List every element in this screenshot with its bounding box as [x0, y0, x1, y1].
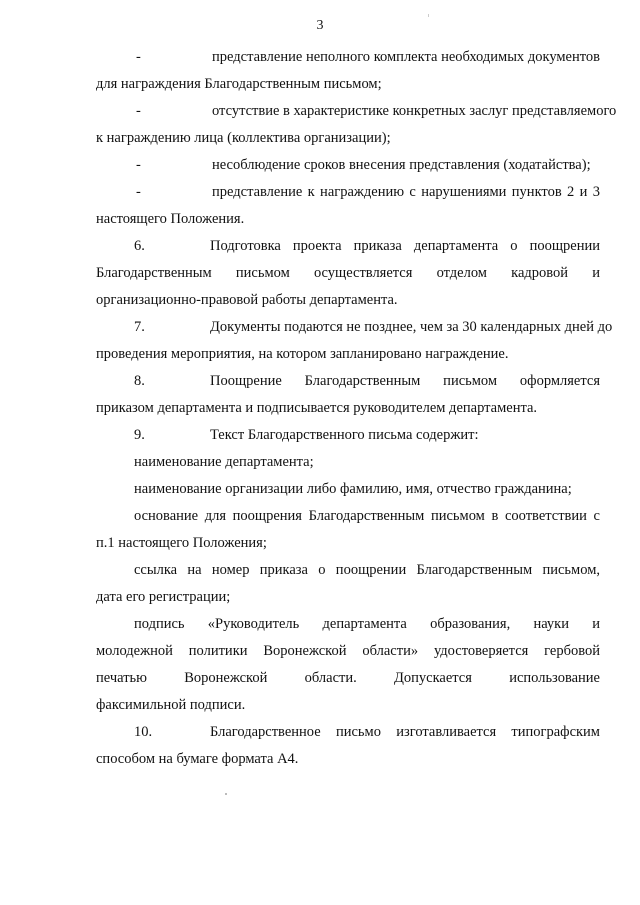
paragraph-number: 6. — [134, 238, 145, 254]
subitem-order-reference: ссылка на номер приказа о поощрении Благодарственным письмом, — [134, 562, 600, 578]
scan-speck — [225, 793, 227, 795]
paragraph-text: Подготовка проекта приказа департамента о поощрении — [210, 238, 600, 254]
paragraph-text: проведения мероприятия, на котором запланировано награждение. — [96, 346, 509, 362]
list-item — [96, 44, 600, 71]
list-item — [96, 152, 600, 179]
numbered-paragraph-9 — [96, 422, 600, 449]
subitem-signature-continuation: молодежной политики Воронежской области» удостоверяется гербовой — [96, 643, 600, 659]
page-number: 3 — [316, 18, 324, 33]
scan-speck — [428, 14, 429, 17]
paragraph-number: 7. — [134, 319, 145, 335]
numbered-paragraph-8 — [96, 368, 600, 395]
paragraph-text: Поощрение Благодарственным письмом оформляется — [210, 373, 600, 389]
list-item — [96, 98, 617, 125]
subitem-signature-continuation: печатью Воронежской области. Допускается использование — [96, 670, 600, 686]
list-item-text: представление к награждению с нарушениями пунктов 2 и 3 — [212, 184, 600, 200]
bullet-dash: - — [136, 184, 141, 200]
paragraph-number: 9. — [134, 427, 145, 443]
list-item-text: отсутствие в характеристике конкретных заслуг представляемого — [212, 103, 617, 119]
list-item-continuation: к награждению лица (коллектива организации); — [96, 130, 391, 146]
paragraph-text: способом на бумаге формата А4. — [96, 751, 299, 767]
list-item — [96, 179, 600, 206]
numbered-paragraph-7 — [96, 314, 613, 341]
subitem-basis-continuation: п.1 настоящего Положения; — [96, 535, 267, 551]
bullet-dash: - — [136, 157, 141, 173]
bullet-dash: - — [136, 103, 141, 119]
subitem-department-name: наименование департамента; — [134, 454, 314, 470]
numbered-paragraph-10 — [96, 719, 600, 746]
subitem-basis: основание для поощрения Благодарственным письмом в соответствии с — [134, 508, 600, 524]
subitem-signature: подпись «Руководитель департамента образования, науки и — [134, 616, 600, 632]
paragraph-number: 8. — [134, 373, 145, 389]
paragraph-text: Документы подаются не позднее, чем за 30 календарных дней до — [210, 319, 613, 335]
paragraph-text: Благодарственным письмом осуществляется отделом кадровой и — [96, 265, 600, 281]
paragraph-text: Благодарственное письмо изготавливается типографским — [210, 724, 600, 740]
numbered-paragraph-6 — [96, 233, 600, 260]
list-item-text: несоблюдение сроков внесения представления (ходатайства); — [212, 157, 591, 173]
paragraph-text: Текст Благодарственного письма содержит: — [210, 427, 479, 443]
list-item-continuation: для награждения Благодарственным письмом; — [96, 76, 382, 92]
subitem-order-reference-continuation: дата его регистрации; — [96, 589, 231, 605]
paragraph-text: приказом департамента и подписывается руководителем департамента. — [96, 400, 538, 416]
subitem-signature-continuation: факсимильной подписи. — [96, 697, 246, 713]
paragraph-number: 10. — [134, 724, 153, 740]
bullet-dash: - — [136, 49, 141, 65]
subitem-organization-name: наименование организации либо фамилию, имя, отчество гражданина; — [134, 481, 572, 497]
document-body — [96, 44, 617, 773]
list-item-continuation: настоящего Положения. — [96, 211, 245, 227]
paragraph-text: организационно-правовой работы департамента. — [96, 292, 398, 308]
list-item-text: представление неполного комплекта необходимых документов — [212, 49, 600, 65]
